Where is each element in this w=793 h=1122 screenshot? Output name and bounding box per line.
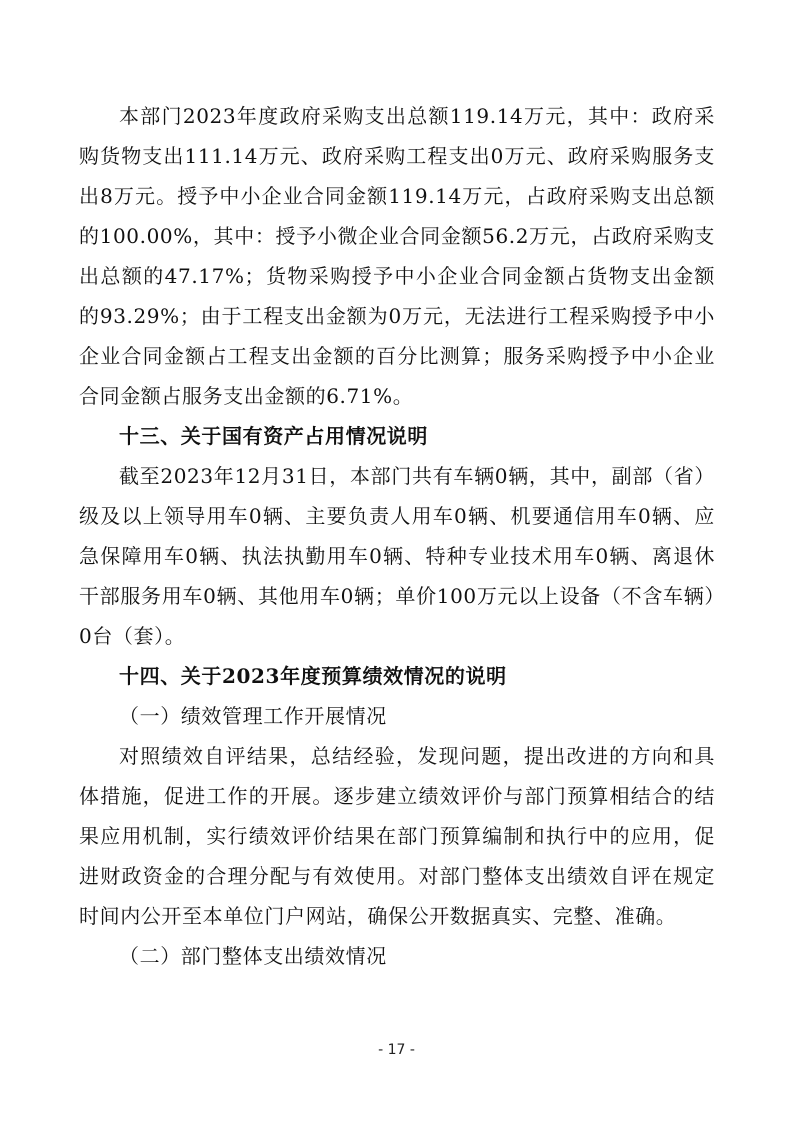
section-heading-performance: 十四、关于2023年度预算绩效情况的说明 — [119, 664, 507, 688]
page-number: - 17 - — [378, 1042, 415, 1058]
section-heading-state-assets: 十三、关于国有资产占用情况说明 — [119, 424, 428, 448]
performance-paragraph: 对照绩效自评结果，总结经验，发现问题，提出改进的方向和具体措施，促进工作的开展。逐步建立绩效评价与部门预算相结合的结果应用机制，实行绩效评价结果在部门预算编制和执行中的应用，促进财政资金的合理分配与有效使用。对部门整体支出绩效自评在规定时间内公开至本单位门户网站，确保公开数据真实、完整、准确。 — [79, 744, 715, 928]
document-body — [79, 96, 715, 976]
subheading-performance-management: （一）绩效管理工作开展情况 — [119, 704, 387, 728]
procurement-paragraph: 本部门2023年度政府采购支出总额119.14万元，其中：政府采购货物支出111.14万元、政府采购工程支出0万元、政府采购服务支出8万元。授予中小企业合同金额119.14万元，占政府采购支出总额的100.00%，其中：授予小微企业合同金额56.2万元，占政府采购支出总额的47.17%；货物采购授予中小企业合同金额占货物支出金额的93.29%；由于工程支出金额为0万元，无法进行工程采购授予中小企业合同金额占工程支出金额的百分比测算；服务采购授予中小企业合同金额占服务支出金额的6.71%。 — [79, 104, 715, 408]
subheading-department-expenditure: （二）部门整体支出绩效情况 — [119, 944, 387, 968]
assets-paragraph: 截至2023年12月31日，本部门共有车辆0辆，其中，副部（省）级及以上领导用车0辆、主要负责人用车0辆、机要通信用车0辆、应急保障用车0辆、执法执勤用车0辆、特种专业技术用车0辆、离退休干部服务用车0辆、其他用车0辆；单价100万元以上设备（不含车辆）0台（套）。 — [79, 464, 715, 648]
